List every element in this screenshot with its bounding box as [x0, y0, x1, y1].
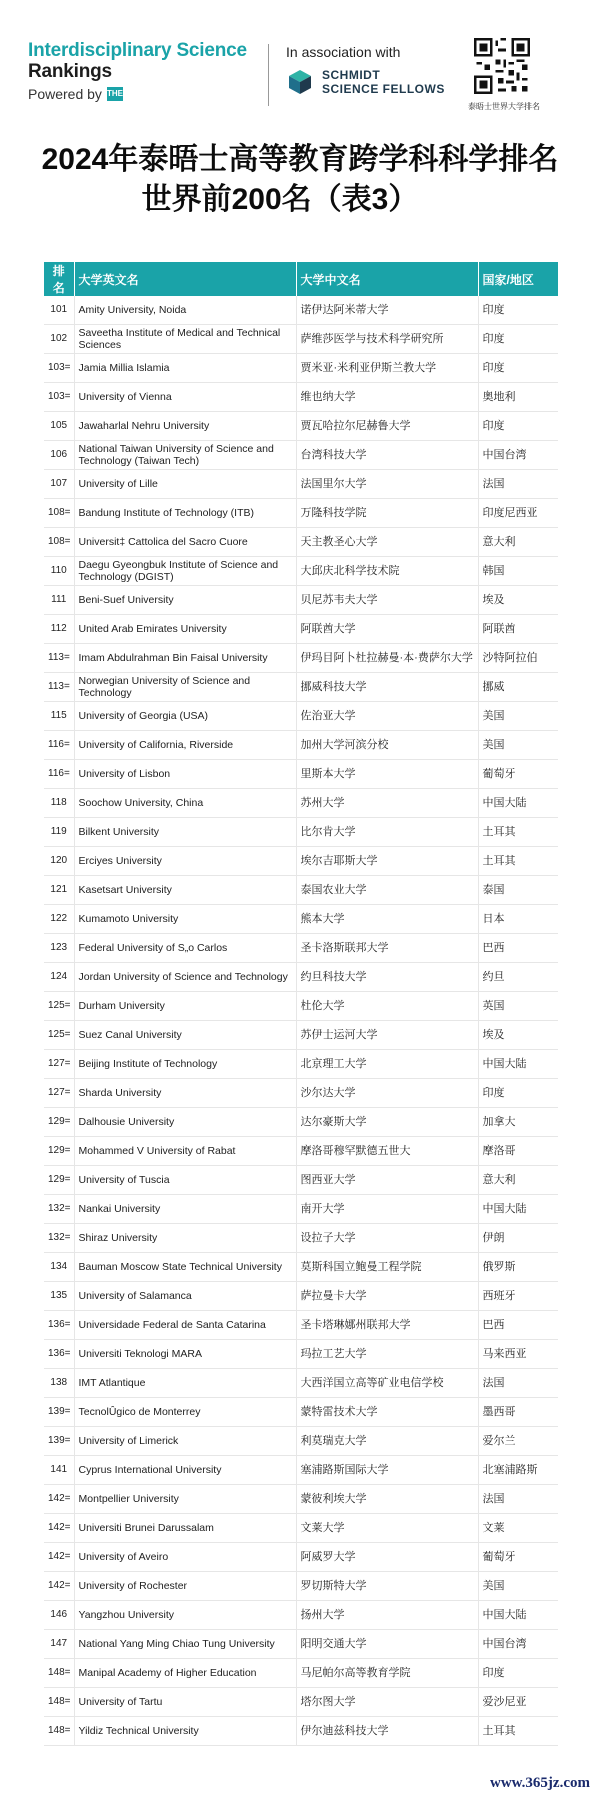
- qr-caption: 泰晤士世界大学排名: [468, 102, 540, 111]
- table-row: [44, 557, 558, 586]
- english-name-cell: University of Tuscia: [74, 1166, 296, 1195]
- chinese-name-cell: 玛拉工艺大学: [296, 1340, 478, 1369]
- chinese-name-cell: 台湾科技大学: [296, 441, 478, 470]
- table-row: [44, 1021, 558, 1050]
- chinese-name-cell: 南开大学: [296, 1195, 478, 1224]
- country-cell: 埃及: [478, 586, 558, 615]
- rank-cell: 121: [44, 876, 74, 905]
- table-row: [44, 528, 558, 557]
- table-row: [44, 934, 558, 963]
- english-name-cell: Yangzhou University: [74, 1601, 296, 1630]
- country-cell: 阿联酋: [478, 615, 558, 644]
- table-row: [44, 1601, 558, 1630]
- header-rank: 排名: [44, 262, 74, 296]
- english-name-cell: University of Tartu: [74, 1688, 296, 1717]
- chinese-name-cell: 马尼帕尔高等教育学院: [296, 1659, 478, 1688]
- country-cell: 印度尼西亚: [478, 499, 558, 528]
- rank-cell: 103=: [44, 354, 74, 383]
- rank-cell: 123: [44, 934, 74, 963]
- english-name-cell: Sharda University: [74, 1079, 296, 1108]
- header-chinese-name: 大学中文名: [296, 262, 478, 296]
- country-cell: 沙特阿拉伯: [478, 644, 558, 673]
- association-label: In association with: [286, 44, 401, 60]
- header: [0, 0, 600, 120]
- table-row: [44, 1108, 558, 1137]
- brand-block: [28, 40, 247, 102]
- country-cell: 中国大陆: [478, 1195, 558, 1224]
- brand-title-line1: Interdisciplinary Science: [28, 40, 247, 61]
- country-cell: 约旦: [478, 963, 558, 992]
- chinese-name-cell: 维也纳大学: [296, 383, 478, 412]
- english-name-cell: Daegu Gyeongbuk Institute of Science and Technology (DGIST): [74, 557, 296, 586]
- country-cell: 巴西: [478, 934, 558, 963]
- chinese-name-cell: 苏州大学: [296, 789, 478, 818]
- chinese-name-cell: 蒙彼利埃大学: [296, 1485, 478, 1514]
- table-row: [44, 296, 558, 325]
- country-cell: 中国大陆: [478, 789, 558, 818]
- rank-cell: 147: [44, 1630, 74, 1659]
- english-name-cell: Imam Abdulrahman Bin Faisal University: [74, 644, 296, 673]
- english-name-cell: Montpellier University: [74, 1485, 296, 1514]
- english-name-cell: Shiraz University: [74, 1224, 296, 1253]
- rank-cell: 102: [44, 325, 74, 354]
- country-cell: 印度: [478, 1659, 558, 1688]
- chinese-name-cell: 杜伦大学: [296, 992, 478, 1021]
- title-line1: 2024年泰晤士高等教育跨学科科学排名: [41, 143, 559, 176]
- chinese-name-cell: 泰国农业大学: [296, 876, 478, 905]
- rank-cell: 142=: [44, 1543, 74, 1572]
- country-cell: 葡萄牙: [478, 1543, 558, 1572]
- english-name-cell: University of Aveiro: [74, 1543, 296, 1572]
- table-row: [44, 412, 558, 441]
- table-row: [44, 1688, 558, 1717]
- rank-cell: 142=: [44, 1514, 74, 1543]
- chinese-name-cell: 蒙特雷技术大学: [296, 1398, 478, 1427]
- english-name-cell: National Taiwan University of Science and Technology (Taiwan Tech): [74, 441, 296, 470]
- country-cell: 法国: [478, 1369, 558, 1398]
- country-cell: 印度: [478, 296, 558, 325]
- page-title: [0, 140, 600, 220]
- table-body: [44, 296, 558, 1746]
- country-cell: 法国: [478, 1485, 558, 1514]
- rank-cell: 108=: [44, 499, 74, 528]
- rank-cell: 139=: [44, 1398, 74, 1427]
- english-name-cell: Manipal Academy of Higher Education: [74, 1659, 296, 1688]
- chinese-name-cell: 约旦科技大学: [296, 963, 478, 992]
- table-row: [44, 1659, 558, 1688]
- rank-cell: 101: [44, 296, 74, 325]
- rank-cell: 124: [44, 963, 74, 992]
- country-cell: 土耳其: [478, 818, 558, 847]
- chinese-name-cell: 伊玛目阿卜杜拉赫曼·本·费萨尔大学: [296, 644, 478, 673]
- country-cell: 意大利: [478, 528, 558, 557]
- english-name-cell: Kasetsart University: [74, 876, 296, 905]
- country-cell: 葡萄牙: [478, 760, 558, 789]
- country-cell: 韩国: [478, 557, 558, 586]
- english-name-cell: Federal University of S„o Carlos: [74, 934, 296, 963]
- table-row: [44, 1166, 558, 1195]
- country-cell: 美国: [478, 702, 558, 731]
- country-cell: 文莱: [478, 1514, 558, 1543]
- chinese-name-cell: 挪威科技大学: [296, 673, 478, 702]
- brand-title-line2: Rankings: [28, 61, 112, 82]
- table-row: [44, 1369, 558, 1398]
- table-row: [44, 1079, 558, 1108]
- rank-cell: 112: [44, 615, 74, 644]
- english-name-cell: Dalhousie University: [74, 1108, 296, 1137]
- country-cell: 爱沙尼亚: [478, 1688, 558, 1717]
- rank-cell: 111: [44, 586, 74, 615]
- powered-by: [28, 86, 247, 102]
- chinese-name-cell: 伊尔迪兹科技大学: [296, 1717, 478, 1746]
- ranking-table-container: [44, 262, 558, 1746]
- country-cell: 挪威: [478, 673, 558, 702]
- chinese-name-cell: 诺伊达阿米蒂大学: [296, 296, 478, 325]
- rank-cell: 148=: [44, 1717, 74, 1746]
- english-name-cell: University of Rochester: [74, 1572, 296, 1601]
- table-row: [44, 1572, 558, 1601]
- chinese-name-cell: 里斯本大学: [296, 760, 478, 789]
- english-name-cell: University of Vienna: [74, 383, 296, 412]
- english-name-cell: Yildiz Technical University: [74, 1717, 296, 1746]
- association-block: [286, 44, 445, 96]
- table-row: [44, 1137, 558, 1166]
- english-name-cell: University of Lisbon: [74, 760, 296, 789]
- powered-by-label: Powered by: [28, 86, 102, 102]
- table-row: [44, 673, 558, 702]
- country-cell: 土耳其: [478, 847, 558, 876]
- country-cell: 印度: [478, 354, 558, 383]
- rank-cell: 129=: [44, 1166, 74, 1195]
- chinese-name-cell: 圣卡塔琳娜州联邦大学: [296, 1311, 478, 1340]
- chinese-name-cell: 阿联酋大学: [296, 615, 478, 644]
- country-cell: 马来西亚: [478, 1340, 558, 1369]
- table-row: [44, 499, 558, 528]
- country-cell: 俄罗斯: [478, 1253, 558, 1282]
- country-cell: 美国: [478, 1572, 558, 1601]
- table-row: [44, 1311, 558, 1340]
- country-cell: 奥地利: [478, 383, 558, 412]
- chinese-name-cell: 佐治亚大学: [296, 702, 478, 731]
- rank-cell: 142=: [44, 1485, 74, 1514]
- english-name-cell: Universidade Federal de Santa Catarina: [74, 1311, 296, 1340]
- english-name-cell: Norwegian University of Science and Technology: [74, 673, 296, 702]
- english-name-cell: Beni-Suef University: [74, 586, 296, 615]
- english-name-cell: University of California, Riverside: [74, 731, 296, 760]
- english-name-cell: Amity University, Noida: [74, 296, 296, 325]
- chinese-name-cell: 阿威罗大学: [296, 1543, 478, 1572]
- table-row: [44, 992, 558, 1021]
- country-cell: 加拿大: [478, 1108, 558, 1137]
- chinese-name-cell: 法国里尔大学: [296, 470, 478, 499]
- table-row: [44, 441, 558, 470]
- chinese-name-cell: 萨拉曼卡大学: [296, 1282, 478, 1311]
- rank-cell: 135: [44, 1282, 74, 1311]
- country-cell: 爱尔兰: [478, 1427, 558, 1456]
- rank-cell: 125=: [44, 992, 74, 1021]
- rank-cell: 125=: [44, 1021, 74, 1050]
- country-cell: 北塞浦路斯: [478, 1456, 558, 1485]
- country-cell: 美国: [478, 731, 558, 760]
- english-name-cell: University of Salamanca: [74, 1282, 296, 1311]
- rank-cell: 132=: [44, 1195, 74, 1224]
- cube-icon: [286, 68, 314, 96]
- chinese-name-cell: 设拉子大学: [296, 1224, 478, 1253]
- rank-cell: 116=: [44, 731, 74, 760]
- chinese-name-cell: 贾米亚·米利亚伊斯兰教大学: [296, 354, 478, 383]
- chinese-name-cell: 加州大学河滨分校: [296, 731, 478, 760]
- chinese-name-cell: 苏伊士运河大学: [296, 1021, 478, 1050]
- rank-cell: 148=: [44, 1688, 74, 1717]
- schmidt-logo: [286, 68, 445, 96]
- english-name-cell: United Arab Emirates University: [74, 615, 296, 644]
- chinese-name-cell: 扬州大学: [296, 1601, 478, 1630]
- chinese-name-cell: 大邱庆北科学技术院: [296, 557, 478, 586]
- chinese-name-cell: 图西亚大学: [296, 1166, 478, 1195]
- chinese-name-cell: 比尔肯大学: [296, 818, 478, 847]
- english-name-cell: Beijing Institute of Technology: [74, 1050, 296, 1079]
- country-cell: 墨西哥: [478, 1398, 558, 1427]
- country-cell: 中国台湾: [478, 441, 558, 470]
- table-row: [44, 383, 558, 412]
- english-name-cell: Jordan University of Science and Technology: [74, 963, 296, 992]
- schmidt-line1: SCHMIDT: [322, 68, 381, 82]
- title-line2: 世界前200名（表3）: [141, 183, 419, 216]
- table-row: [44, 586, 558, 615]
- table-row: [44, 1456, 558, 1485]
- english-name-cell: Cyprus International University: [74, 1456, 296, 1485]
- table-row: [44, 1195, 558, 1224]
- chinese-name-cell: 天主教圣心大学: [296, 528, 478, 557]
- rank-cell: 116=: [44, 760, 74, 789]
- table-row: [44, 847, 558, 876]
- rank-cell: 136=: [44, 1340, 74, 1369]
- country-cell: 巴西: [478, 1311, 558, 1340]
- table-row: [44, 1485, 558, 1514]
- english-name-cell: Durham University: [74, 992, 296, 1021]
- table-row: [44, 818, 558, 847]
- chinese-name-cell: 圣卡洛斯联邦大学: [296, 934, 478, 963]
- table-row: [44, 905, 558, 934]
- rank-cell: 115: [44, 702, 74, 731]
- table-row: [44, 702, 558, 731]
- rank-cell: 107: [44, 470, 74, 499]
- rank-cell: 132=: [44, 1224, 74, 1253]
- table-row: [44, 615, 558, 644]
- country-cell: 中国台湾: [478, 1630, 558, 1659]
- rank-cell: 139=: [44, 1427, 74, 1456]
- rank-cell: 142=: [44, 1572, 74, 1601]
- header-english-name: 大学英文名: [74, 262, 296, 296]
- english-name-cell: Universiti Brunei Darussalam: [74, 1514, 296, 1543]
- chinese-name-cell: 贝尼苏韦夫大学: [296, 586, 478, 615]
- english-name-cell: Kumamoto University: [74, 905, 296, 934]
- rank-cell: 113=: [44, 673, 74, 702]
- english-name-cell: Bilkent University: [74, 818, 296, 847]
- chinese-name-cell: 达尔豪斯大学: [296, 1108, 478, 1137]
- table-row: [44, 1398, 558, 1427]
- english-name-cell: University of Limerick: [74, 1427, 296, 1456]
- table-row: [44, 1340, 558, 1369]
- rank-cell: 134: [44, 1253, 74, 1282]
- country-cell: 印度: [478, 325, 558, 354]
- english-name-cell: University of Georgia (USA): [74, 702, 296, 731]
- english-name-cell: IMT Atlantique: [74, 1369, 296, 1398]
- chinese-name-cell: 塔尔图大学: [296, 1688, 478, 1717]
- chinese-name-cell: 罗切斯特大学: [296, 1572, 478, 1601]
- table-row: [44, 1543, 558, 1572]
- rank-cell: 108=: [44, 528, 74, 557]
- table-row: [44, 963, 558, 992]
- rank-cell: 113=: [44, 644, 74, 673]
- rank-cell: 106: [44, 441, 74, 470]
- english-name-cell: Universit‡ Cattolica del Sacro Cuore: [74, 528, 296, 557]
- watermark: www.365jz.com: [490, 1775, 590, 1791]
- rank-cell: 141: [44, 1456, 74, 1485]
- english-name-cell: University of Lille: [74, 470, 296, 499]
- country-cell: 西班牙: [478, 1282, 558, 1311]
- chinese-name-cell: 阳明交通大学: [296, 1630, 478, 1659]
- chinese-name-cell: 文莱大学: [296, 1514, 478, 1543]
- header-country: 国家/地区: [478, 262, 558, 296]
- ranking-table: [44, 262, 558, 1746]
- table-row: [44, 470, 558, 499]
- table-row: [44, 789, 558, 818]
- country-cell: 伊朗: [478, 1224, 558, 1253]
- table-row: [44, 760, 558, 789]
- country-cell: 泰国: [478, 876, 558, 905]
- table-row: [44, 1282, 558, 1311]
- english-name-cell: Bandung Institute of Technology (ITB): [74, 499, 296, 528]
- country-cell: 法国: [478, 470, 558, 499]
- english-name-cell: Nankai University: [74, 1195, 296, 1224]
- chinese-name-cell: 贾瓦哈拉尔尼赫鲁大学: [296, 412, 478, 441]
- english-name-cell: National Yang Ming Chiao Tung University: [74, 1630, 296, 1659]
- rank-cell: 122: [44, 905, 74, 934]
- english-name-cell: Universiti Teknologi MARA: [74, 1340, 296, 1369]
- rank-cell: 146: [44, 1601, 74, 1630]
- country-cell: 土耳其: [478, 1717, 558, 1746]
- country-cell: 日本: [478, 905, 558, 934]
- rank-cell: 127=: [44, 1079, 74, 1108]
- chinese-name-cell: 莫斯科国立鲍曼工程学院: [296, 1253, 478, 1282]
- rank-cell: 136=: [44, 1311, 74, 1340]
- english-name-cell: Mohammed V University of Rabat: [74, 1137, 296, 1166]
- country-cell: 中国大陆: [478, 1601, 558, 1630]
- rank-cell: 120: [44, 847, 74, 876]
- table-row: [44, 1427, 558, 1456]
- chinese-name-cell: 大西洋国立高等矿业电信学校: [296, 1369, 478, 1398]
- table-row: [44, 731, 558, 760]
- country-cell: 英国: [478, 992, 558, 1021]
- chinese-name-cell: 万隆科技学院: [296, 499, 478, 528]
- qr-code-icon: [474, 38, 530, 94]
- table-row: [44, 1224, 558, 1253]
- the-logo-icon: THE: [107, 87, 123, 101]
- chinese-name-cell: 北京理工大学: [296, 1050, 478, 1079]
- schmidt-line2: SCIENCE FELLOWS: [322, 82, 445, 96]
- chinese-name-cell: 沙尔达大学: [296, 1079, 478, 1108]
- english-name-cell: TecnolÛgico de Monterrey: [74, 1398, 296, 1427]
- english-name-cell: Jawaharlal Nehru University: [74, 412, 296, 441]
- english-name-cell: Saveetha Institute of Medical and Technical Sciences: [74, 325, 296, 354]
- country-cell: 摩洛哥: [478, 1137, 558, 1166]
- country-cell: 印度: [478, 1079, 558, 1108]
- rank-cell: 119: [44, 818, 74, 847]
- table-row: [44, 325, 558, 354]
- table-row: [44, 1630, 558, 1659]
- rank-cell: 103=: [44, 383, 74, 412]
- country-cell: 埃及: [478, 1021, 558, 1050]
- chinese-name-cell: 利莫瑞克大学: [296, 1427, 478, 1456]
- chinese-name-cell: 塞浦路斯国际大学: [296, 1456, 478, 1485]
- table-row: [44, 644, 558, 673]
- rank-cell: 148=: [44, 1659, 74, 1688]
- table-header-row: [44, 262, 558, 296]
- header-divider: [268, 44, 269, 106]
- table-row: [44, 1253, 558, 1282]
- country-cell: 印度: [478, 412, 558, 441]
- english-name-cell: Bauman Moscow State Technical University: [74, 1253, 296, 1282]
- english-name-cell: Jamia Millia Islamia: [74, 354, 296, 383]
- rank-cell: 127=: [44, 1050, 74, 1079]
- rank-cell: 110: [44, 557, 74, 586]
- chinese-name-cell: 摩洛哥穆罕默德五世大: [296, 1137, 478, 1166]
- country-cell: 意大利: [478, 1166, 558, 1195]
- rank-cell: 105: [44, 412, 74, 441]
- rank-cell: 118: [44, 789, 74, 818]
- english-name-cell: Soochow University, China: [74, 789, 296, 818]
- table-row: [44, 1050, 558, 1079]
- rank-cell: 129=: [44, 1137, 74, 1166]
- rank-cell: 138: [44, 1369, 74, 1398]
- table-row: [44, 876, 558, 905]
- chinese-name-cell: 萨维莎医学与技术科学研究所: [296, 325, 478, 354]
- table-row: [44, 354, 558, 383]
- rank-cell: 129=: [44, 1108, 74, 1137]
- country-cell: 中国大陆: [478, 1050, 558, 1079]
- english-name-cell: Suez Canal University: [74, 1021, 296, 1050]
- chinese-name-cell: 熊本大学: [296, 905, 478, 934]
- chinese-name-cell: 埃尔吉耶斯大学: [296, 847, 478, 876]
- table-row: [44, 1717, 558, 1746]
- table-row: [44, 1514, 558, 1543]
- english-name-cell: Erciyes University: [74, 847, 296, 876]
